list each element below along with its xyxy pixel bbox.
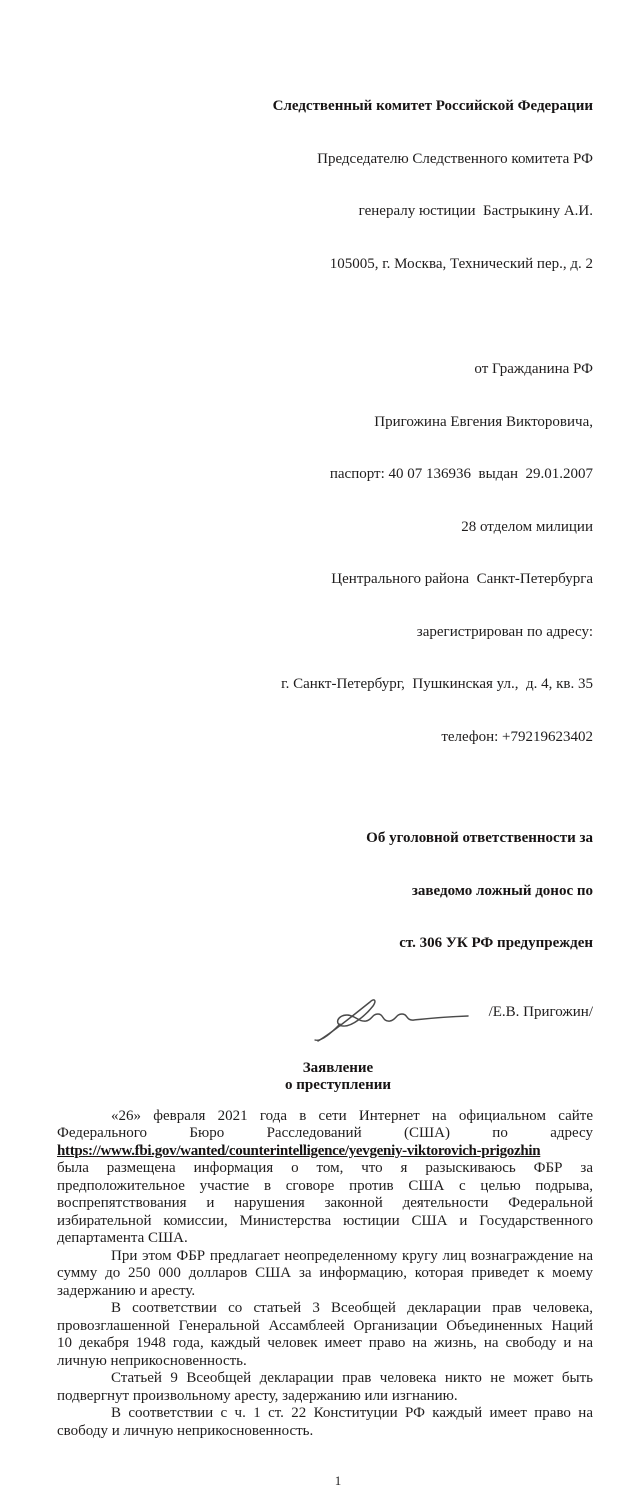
applicant-line: Пригожина Евгения Викторовича, — [374, 413, 593, 430]
body-line: В соответствии со статьей 3 Всеобщей декларации прав человека, — [111, 1300, 593, 1316]
recipient-org: Следственный комитет Российской Федерации — [272, 98, 593, 114]
applicant-line: 28 отделом милиции — [461, 518, 593, 535]
signature-scribble — [310, 997, 480, 1045]
signature-name: /Е.В. Пригожин/ — [488, 1003, 593, 1020]
body-line: подвергнут произвольному аресту, задержанию или изгнанию. — [57, 1387, 458, 1404]
body-line: личную неприкосновенность. — [57, 1352, 247, 1369]
recipient-line: 105005, г. Москва, Технический пер., д. 2 — [329, 255, 593, 272]
applicant-line: г. Санкт-Петербург, Пушкинская ул., д. 4, кв. 35 — [281, 676, 593, 692]
body-line: воспрепятствования и нарушения законной деятельности Федеральной — [57, 1195, 593, 1211]
applicant-line: паспорт: 40 07 136936 выдан 29.01.2007 — [329, 466, 593, 482]
recipient-block — [57, 63, 593, 308]
recipient-line: генералу юстиции Бастрыкину А.И. — [358, 203, 593, 219]
applicant-block — [57, 326, 593, 781]
paragraph-1 — [57, 1108, 593, 1248]
fbi-url-link[interactable]: https://www.fbi.gov/wanted/counterintelligence/yevgeniy-viktorovich-prigozhin — [57, 1142, 541, 1159]
applicant-line: телефон: +79219623402 — [441, 728, 593, 745]
warning-line: заведомо ложный донос по — [411, 882, 593, 899]
paragraph-5 — [57, 1405, 593, 1440]
body-line: 10 декабря 1948 года, каждый человек имеет право на жизнь, на свободу и на — [57, 1335, 593, 1351]
applicant-line: Центрального района Санкт-Петербурга — [331, 571, 593, 587]
body-line: Федерального Бюро Расследований (США) по адресу — [57, 1125, 593, 1141]
body-line: свободу и личную неприкосновенность. — [57, 1422, 314, 1439]
signature-row — [57, 1004, 593, 1028]
body-line: избирательной комиссии, Министерства юстиции США и Государственного — [57, 1212, 593, 1229]
body-line: предположительное участие в сговоре против США с целью подрыва, — [57, 1177, 593, 1194]
paragraph-4 — [57, 1370, 593, 1405]
body-line: В соответствии с ч. 1 ст. 22 Конституции РФ каждый имеет право на — [111, 1405, 593, 1421]
applicant-line: зарегистрирован по адресу: — [416, 623, 593, 640]
recipient-line: Председателю Следственного комитета РФ — [317, 150, 593, 167]
document-title — [70, 1060, 606, 1095]
warning-line: ст. 306 УК РФ предупрежден — [399, 935, 593, 951]
body-line: была размещена информация о том, что я разыскиваюсь ФБР за — [57, 1160, 593, 1176]
title-line-1: Заявление — [302, 1059, 374, 1076]
body-line: Статьей 9 Всеобщей декларации прав человека никто не может быть — [111, 1370, 593, 1386]
body-line: департамента США. — [57, 1230, 188, 1246]
paragraph-3 — [57, 1300, 593, 1370]
liability-warning-block — [57, 795, 593, 988]
body-line: сумму до 250 000 долларов США за информацию, которая приведет к моему — [57, 1265, 593, 1281]
body-line: При этом ФБР предлагает неопределенному кругу лиц вознаграждение на — [111, 1247, 593, 1264]
page-number: 1 — [334, 1473, 342, 1488]
applicant-line: от Гражданина РФ — [474, 361, 593, 377]
title-line-2: о преступлении — [284, 1077, 392, 1093]
body-line: задержанию и аресту. — [57, 1282, 196, 1299]
paragraph-2 — [57, 1248, 593, 1301]
body-line: провозглашенной Генеральной Ассамблеей Организации Объединенных Наций — [57, 1317, 593, 1334]
warning-line: Об уголовной ответственности за — [366, 830, 593, 846]
document-body — [57, 1108, 593, 1441]
body-line: «26» февраля 2021 года в сети Интернет на официальном сайте — [111, 1107, 593, 1124]
